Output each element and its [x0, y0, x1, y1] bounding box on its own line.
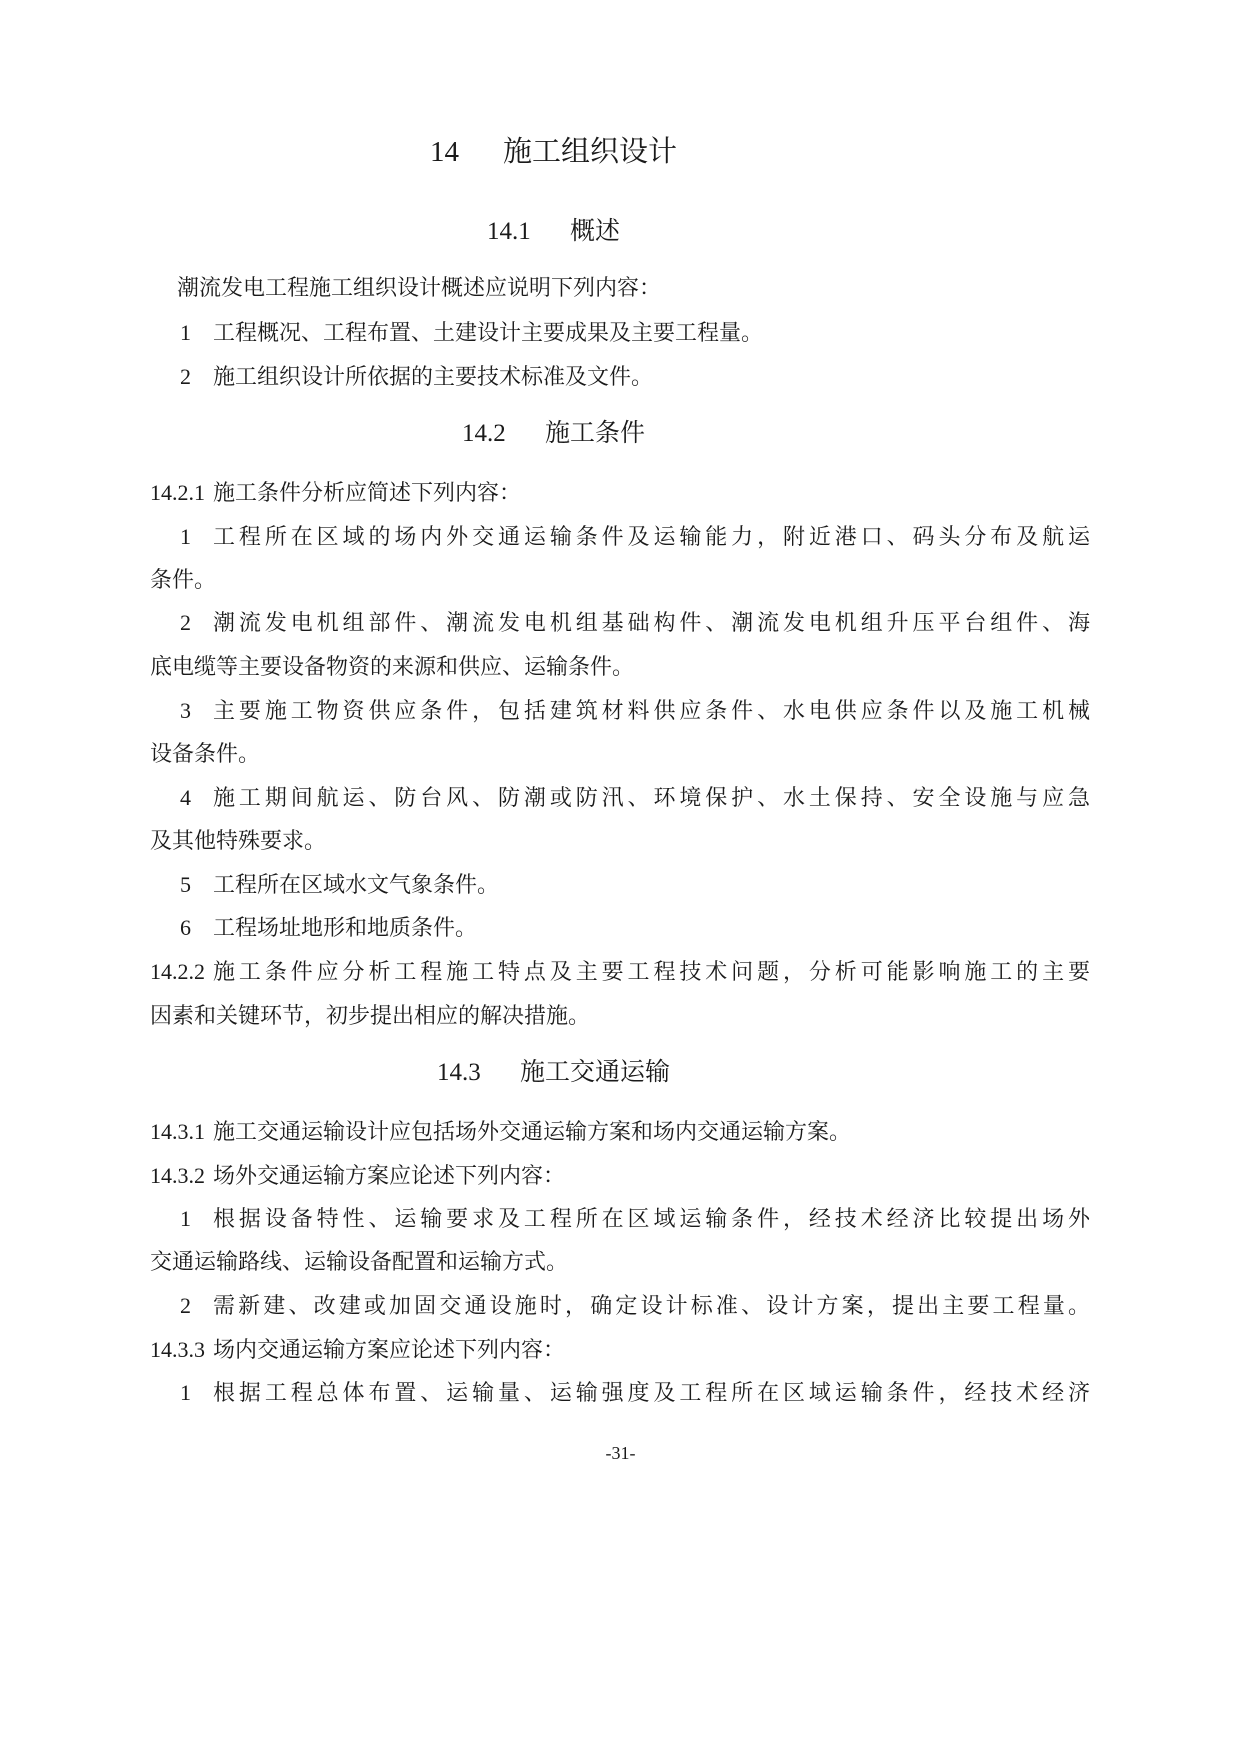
item-number: 5 [180, 872, 191, 897]
item-text: 潮流发电机组部件、潮流发电机组基础构件、潮流发电机组升压平台组件、海 [213, 610, 1090, 635]
item-number: 1 [180, 524, 191, 549]
section-title: 施工交通运输 [520, 1059, 671, 1086]
item-text: 工程场址地形和地质条件。 [213, 915, 478, 940]
item-number: 1 [180, 1380, 191, 1405]
item-number: 4 [180, 785, 191, 810]
chapter-title: 施工组织设计 [503, 136, 678, 168]
item-text: 施工期间航运、防台风、防潮或防汛、环境保护、水土保持、安全设施与应急 [213, 785, 1090, 810]
continuation-text: 交通运输路线、运输设备配置和运输方式。 [150, 1249, 569, 1274]
continuation-text: 条件。 [150, 567, 217, 592]
item-number: 2 [180, 364, 191, 389]
item-number: 3 [180, 698, 191, 723]
chapter-number: 14 [430, 136, 459, 168]
continuation-text: 因素和关键环节，初步提出相应的解决措施。 [150, 1003, 591, 1028]
paragraph-text: 潮流发电工程施工组织设计概述应说明下列内容： [177, 275, 662, 300]
continuation-text: 设备条件。 [150, 741, 261, 766]
item-text: 施工组织设计所依据的主要技术标准及文件。 [213, 364, 654, 389]
page-number: -31- [605, 1443, 636, 1463]
section-title: 施工条件 [545, 420, 646, 447]
clause-text: 场外交通运输方案应论述下列内容： [213, 1163, 566, 1188]
item-text: 工程所在区域水文气象条件。 [213, 872, 500, 897]
clause-number: 14.3.2 [150, 1163, 205, 1188]
section-number: 14.3 [437, 1059, 481, 1086]
item-text: 根据工程总体布置、运输量、运输强度及工程所在区域运输条件，经技术经济 [213, 1380, 1090, 1405]
clause-number: 14.2.1 [150, 480, 205, 505]
clause-text: 施工交通运输设计应包括场外交通运输方案和场内交通运输方案。 [213, 1119, 852, 1144]
continuation-text: 及其他特殊要求。 [150, 828, 327, 853]
item-number: 2 [180, 610, 191, 635]
item-number: 6 [180, 915, 191, 940]
item-text: 工程概况、工程布置、土建设计主要成果及主要工程量。 [213, 320, 764, 345]
item-number: 1 [180, 320, 191, 345]
continuation-text: 底电缆等主要设备物资的来源和供应、运输条件。 [150, 654, 635, 679]
item-text: 主要施工物资供应条件，包括建筑材料供应条件、水电供应条件以及施工机械 [213, 698, 1090, 723]
item-number: 1 [180, 1206, 191, 1231]
clause-text: 场内交通运输方案应论述下列内容： [213, 1337, 566, 1362]
item-text: 根据设备特性、运输要求及工程所在区域运输条件，经技术经济比较提出场外 [213, 1206, 1090, 1231]
section-number: 14.1 [487, 218, 531, 245]
item-text: 工程所在区域的场内外交通运输条件及运输能力，附近港口、码头分布及航运 [213, 524, 1090, 549]
clause-text: 施工条件应分析工程施工特点及主要工程技术问题，分析可能影响施工的主要 [213, 959, 1090, 984]
item-text: 需新建、改建或加固交通设施时，确定设计标准、设计方案，提出主要工程量。 [213, 1293, 1090, 1318]
section-title: 概述 [570, 218, 621, 245]
section-number: 14.2 [462, 420, 506, 447]
clause-text: 施工条件分析应简述下列内容： [213, 480, 522, 505]
clause-number: 14.3.3 [150, 1337, 205, 1362]
clause-number: 14.3.1 [150, 1119, 205, 1144]
item-number: 2 [180, 1293, 191, 1318]
clause-number: 14.2.2 [150, 959, 205, 984]
